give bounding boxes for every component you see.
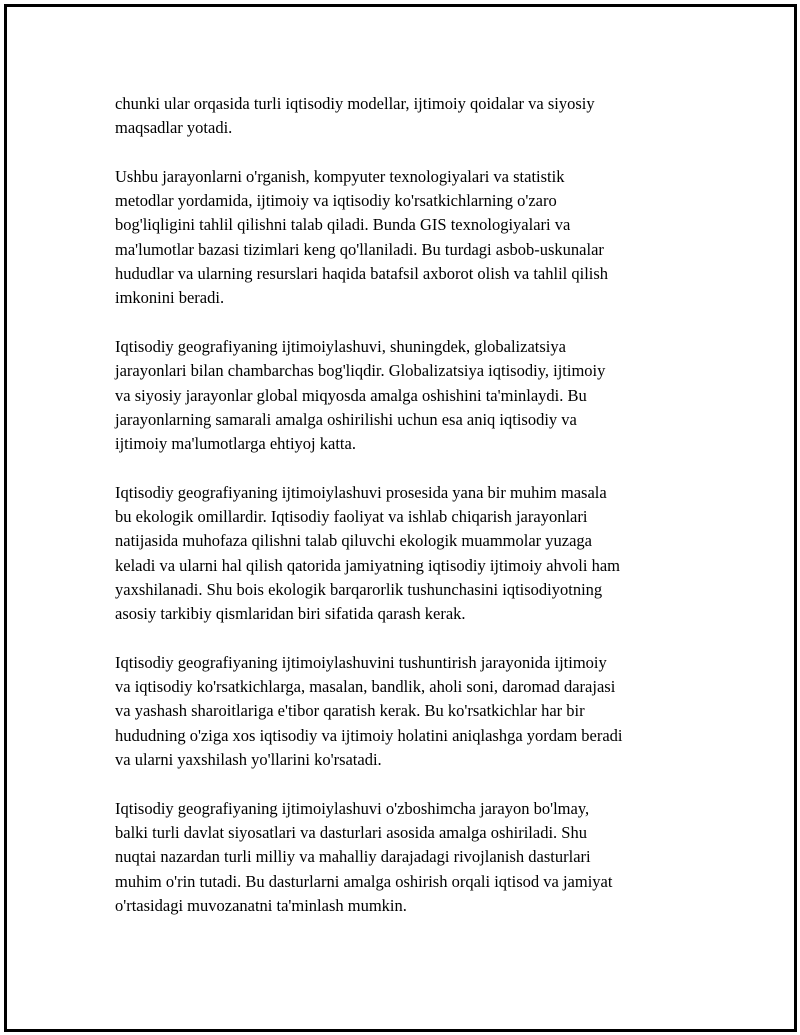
text-line: jarayonlari bilan chambarchas bog'liqdir. Globalizatsiya iqtisodiy, ijtimoiy bbox=[115, 361, 606, 381]
text-line: natijasida muhofaza qilishni talab qiluvchi ekologik muammolar yuzaga bbox=[115, 531, 592, 551]
text-line: bog'liqligini tahlil qilishni talab qiladi. Bunda GIS texnologiyalari va bbox=[115, 215, 571, 235]
document-body bbox=[115, 92, 695, 942]
text-line: va yashash sharoitlariga e'tibor qaratish kerak. Bu ko'rsatkichlar har bir bbox=[115, 701, 585, 721]
text-line: va siyosiy jarayonlar global miqyosda amalga oshishini ta'minlaydi. Bu bbox=[115, 385, 587, 405]
text-line: nuqtai nazardan turli milliy va mahalliy darajadagi rivojlanish dasturlari bbox=[115, 847, 591, 867]
text-line: metodlar yordamida, ijtimoiy va iqtisodiy ko'rsatkichlarning o'zaro bbox=[115, 191, 557, 211]
paragraph-4 bbox=[115, 481, 695, 627]
text-line: bu ekologik omillardir. Iqtisodiy faoliyat va ishlab chiqarish jarayonlari bbox=[115, 507, 588, 527]
text-line: chunki ular orqasida turli iqtisodiy modellar, ijtimoiy qoidalar va siyosiy bbox=[115, 94, 595, 113]
text-line: o'rtasidagi muvozanatni ta'minlash mumkin. bbox=[115, 895, 407, 915]
text-line: Ushbu jarayonlarni o'rganish, kompyuter texnologiyalari va statistik bbox=[115, 166, 565, 186]
text-line: jarayonlarning samarali amalga oshirilishi uchun esa aniq iqtisodiy va bbox=[115, 409, 577, 429]
paragraph-1 bbox=[115, 92, 695, 141]
text-line: balki turli davlat siyosatlari va dasturlari asosida amalga oshiriladi. Shu bbox=[115, 822, 587, 842]
text-line: maqsadlar yotadi. bbox=[115, 118, 233, 138]
text-line: va iqtisodiy ko'rsatkichlarga, masalan, bandlik, aholi soni, daromad darajasi bbox=[115, 677, 616, 697]
text-line: yaxshilanadi. Shu bois ekologik barqarorlik tushunchasini iqtisodiyotning bbox=[115, 579, 603, 599]
text-line: Iqtisodiy geografiyaning ijtimoiylashuvi prosesida yana bir muhim masala bbox=[115, 482, 607, 502]
text-line: Iqtisodiy geografiyaning ijtimoiylashuvini tushuntirish jarayonida ijtimoiy bbox=[115, 652, 607, 672]
paragraph-3 bbox=[115, 335, 695, 456]
text-line: Iqtisodiy geografiyaning ijtimoiylashuvi o'zboshimcha jarayon bo'lmay, bbox=[115, 798, 590, 818]
text-line: va ularni yaxshilash yo'llarini ko'rsatadi. bbox=[115, 750, 382, 770]
text-line: ijtimoiy ma'lumotlarga ehtiyoj katta. bbox=[115, 434, 356, 454]
text-line: imkonini beradi. bbox=[115, 288, 225, 308]
text-line: keladi va ularni hal qilish qatorida jamiyatning iqtisodiy ijtimoiy ahvoli ham bbox=[115, 555, 620, 575]
text-line: muhim o'rin tutadi. Bu dasturlarni amalga oshirish orqali iqtisod va jamiyat bbox=[115, 871, 613, 891]
text-line: hududlar va ularning resurslari haqida batafsil axborot olish va tahlil qilish bbox=[115, 264, 609, 284]
text-line: Iqtisodiy geografiyaning ijtimoiylashuvi, shuningdek, globalizatsiya bbox=[115, 336, 566, 356]
text-line: ma'lumotlar bazasi tizimlari keng qo'llaniladi. Bu turdagi asbob-uskunalar bbox=[115, 239, 604, 259]
text-line: asosiy tarkibiy qismlaridan biri sifatida qarash kerak. bbox=[115, 604, 466, 624]
paragraph-2 bbox=[115, 165, 695, 311]
text-line: hududning o'ziga xos iqtisodiy va ijtimoiy holatini aniqlashga yordam beradi bbox=[115, 725, 623, 745]
paragraph-6 bbox=[115, 797, 695, 918]
paragraph-5 bbox=[115, 651, 695, 772]
